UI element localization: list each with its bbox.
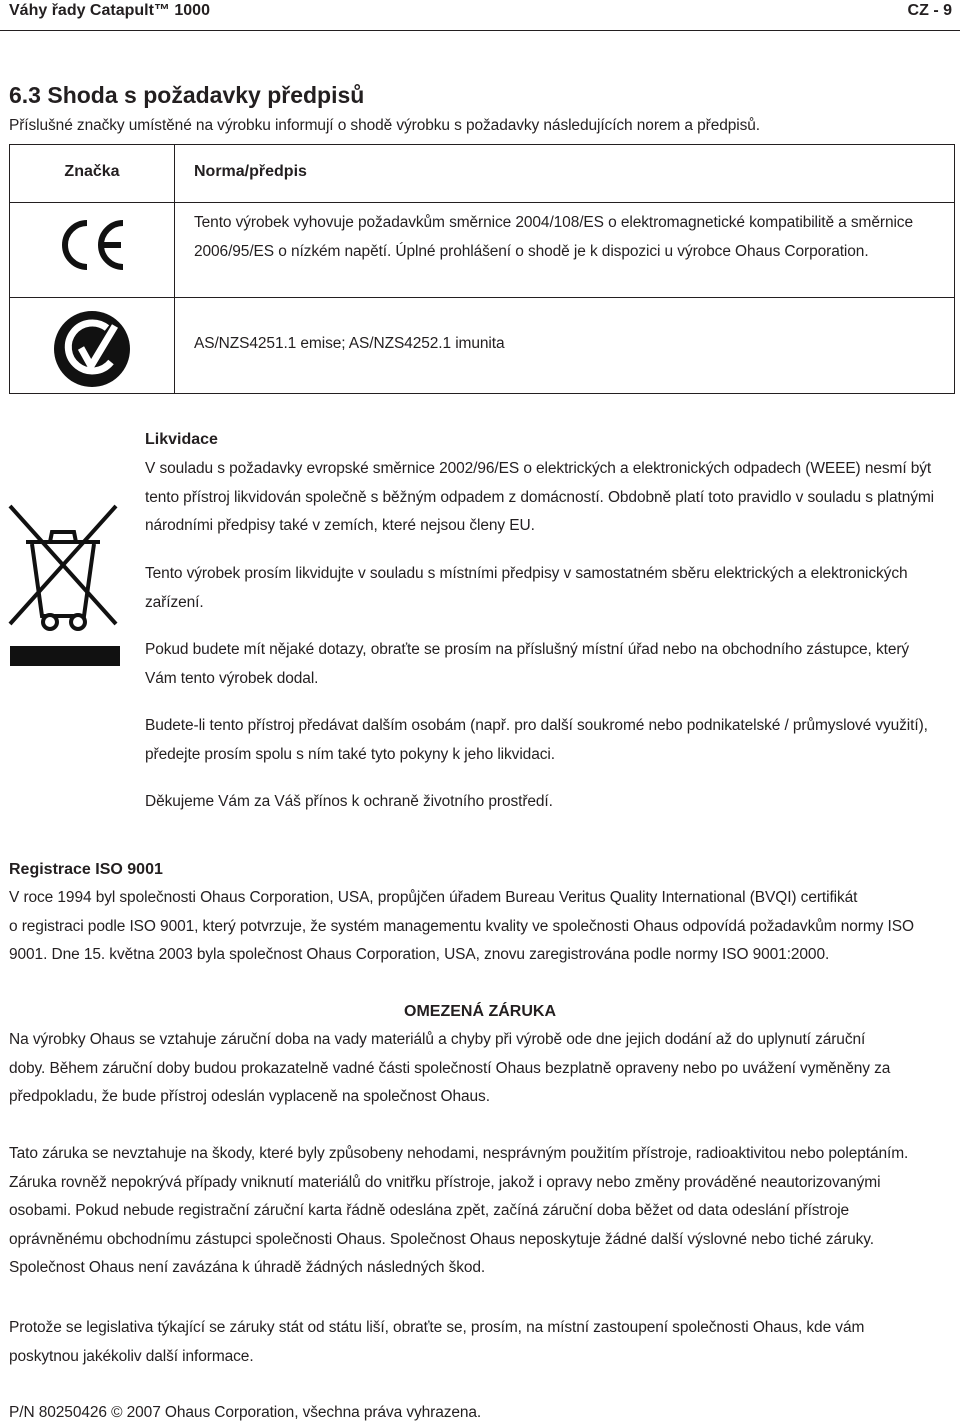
col-header-mark <box>10 145 175 203</box>
ce-norm-line-1: Tento výrobek vyhovuje požadavkům směrnice 2004/108/ES o elektromagnetické kompatibilitě a směrnice <box>194 214 913 231</box>
disposal-p2-line-1: Tento výrobek prosím likvidujte v souladu s místními předpisy v samostatném sběru elektrických a elektronických <box>145 565 908 582</box>
warranty-p1-line-3: předpokladu, že bude přístroj odeslán vyplaceně na společnost Ohaus. <box>9 1088 490 1105</box>
disposal-p3-line-1: Pokud budete mít nějaké dotazy, obraťte se prosím na příslušný místní úřad nebo na obchodního zástupce, který <box>145 641 910 658</box>
disposal-p1-line-1: V souladu s požadavky evropské směrnice 2002/96/ES o elektrických a elektronických odpadech (WEEE) nesmí být <box>145 460 932 477</box>
crossed-bin-icon <box>8 498 120 673</box>
c-tick-mark-icon <box>53 375 131 392</box>
warranty-p2-line-2: Záruka rovněž nepokrývá případy vniknutí materiálů do vnitřku přístroje, jakož i opravy nebo změny prováděné neautorizovanými <box>9 1173 881 1191</box>
iso-paragraph <box>9 884 914 970</box>
section-title: 6.3 Shoda s požadavky předpisů <box>9 82 365 108</box>
compliance-table <box>9 144 955 394</box>
header-title: Váhy řady Catapult™ 1000 <box>9 2 210 19</box>
warranty-p2-line-1: Tato záruka se nevztahuje na škody, které byly způsobeny nehodami, nesprávným použitím přístroje, radioaktivitou nebo poleptáním. <box>9 1145 909 1162</box>
warranty-p1-line-1: Na výrobky Ohaus se vztahuje záruční doba na vady materiálů a chyby při výrobě ode dne jejich dodání až do uplynutí záruční <box>9 1031 866 1048</box>
warranty-p2-line-4: oprávněnému obchodnímu zástupci společnosti Ohaus. Společnost Ohaus neposkytuje žádné další výslovné nebo tiché záruky. <box>9 1230 874 1248</box>
c-tick-norm-cell <box>175 298 955 394</box>
iso-line-3: 9001. Dne 15. května 2003 byla společnost Ohaus Corporation, USA, znovu zaregistrována podle normy ISO 9001:2000. <box>9 946 830 963</box>
col-header-mark-label: Značka <box>64 163 120 180</box>
ce-mark-cell <box>10 203 175 298</box>
ce-norm-line-2: 2006/95/ES o nízkém napětí. Úplné prohlášení o shodě je k dispozici u výrobce Ohaus Corporation. <box>194 242 869 260</box>
disposal-p2-line-2: zařízení. <box>145 593 204 611</box>
warranty-p2-line-3: osobami. Pokud nebude registrační záruční karta řádně odeslána zpět, začíná záruční doba běžet od data odeslání přístroje <box>9 1202 850 1219</box>
warranty-p1-line-2: doby. Během záruční doby budou prokazatelně vadné části společností Ohaus bezplatně opraveny nebo po uvážení vyměněny za <box>9 1059 891 1077</box>
warranty-p2-line-5: Společnost Ohaus není zavázána k úhradě žádných následných škod. <box>9 1259 486 1276</box>
footer-copyright: P/N 80250426 © 2007 Ohaus Corporation, všechna práva vyhrazena. <box>9 1404 482 1421</box>
disposal-p4-line-2: předejte prosím spolu s ním také tyto pokyny k jeho likvidaci. <box>145 745 555 763</box>
disposal-p1-line-3: národními předpisy také v zemích, které nejsou členy EU. <box>145 517 535 534</box>
iso-line-1: V roce 1994 byl společnosti Ohaus Corporation, USA, propůjčen úřadem Bureau Veritus Quality International (BVQI) certifikát <box>9 889 858 906</box>
warranty-p3-line-2: poskytnou jakékoliv další informace. <box>9 1347 254 1365</box>
page-number: CZ - 9 <box>907 2 952 19</box>
iso-title: Registrace ISO 9001 <box>9 861 163 878</box>
disposal-p1-line-2: tento přístroj likvidován společně s běžným odpadem z domácností. Obdobně platí toto pravidlo v souladu s platnými <box>145 488 935 506</box>
warranty-title: OMEZENÁ ZÁRUKA <box>404 1003 556 1020</box>
warranty-paragraph-2 <box>9 1140 908 1283</box>
c-tick-cell <box>10 298 175 394</box>
warranty-paragraph-1 <box>9 1026 890 1112</box>
disposal-p4-line-1: Budete-li tento přístroj předávat dalším osobám (např. pro další soukromé nebo podnikatelské / průmyslové využití), <box>145 717 928 734</box>
disposal-thanks: Děkujeme Vám za Váš přínos k ochraně životního prostředí. <box>145 793 553 810</box>
warranty-paragraph-3 <box>9 1314 864 1371</box>
header-rule <box>0 30 960 31</box>
iso-line-2: o registraci podle ISO 9001, který potvrzuje, že systém managementu kvality ve společnosti Ohaus odpovídá požadavkům normy ISO <box>9 917 914 935</box>
section-intro: Příslušné značky umístěné na výrobku informují o shodě výrobku s požadavky následujících norem a předpisů. <box>9 117 761 134</box>
disposal-paragraph-1 <box>145 455 934 541</box>
warranty-p3-line-1: Protože se legislativa týkající se záruky stát od státu liší, obraťte se, prosím, na místní zastoupení společnosti Ohaus, kde vám <box>9 1319 865 1336</box>
ce-norm-cell <box>175 203 955 298</box>
disposal-title: Likvidace <box>145 431 218 448</box>
disposal-paragraph-4 <box>145 712 928 769</box>
disposal-paragraph-3 <box>145 636 909 693</box>
ce-mark-icon <box>55 260 129 277</box>
disposal-p3-line-2: Vám tento výrobek dodal. <box>145 669 319 687</box>
c-tick-norm-line: AS/NZS4251.1 emise; AS/NZS4252.1 imunita <box>194 335 505 352</box>
col-header-norm-label: Norma/předpis <box>194 163 307 180</box>
disposal-paragraph-2 <box>145 560 908 617</box>
col-header-norm <box>175 145 955 203</box>
